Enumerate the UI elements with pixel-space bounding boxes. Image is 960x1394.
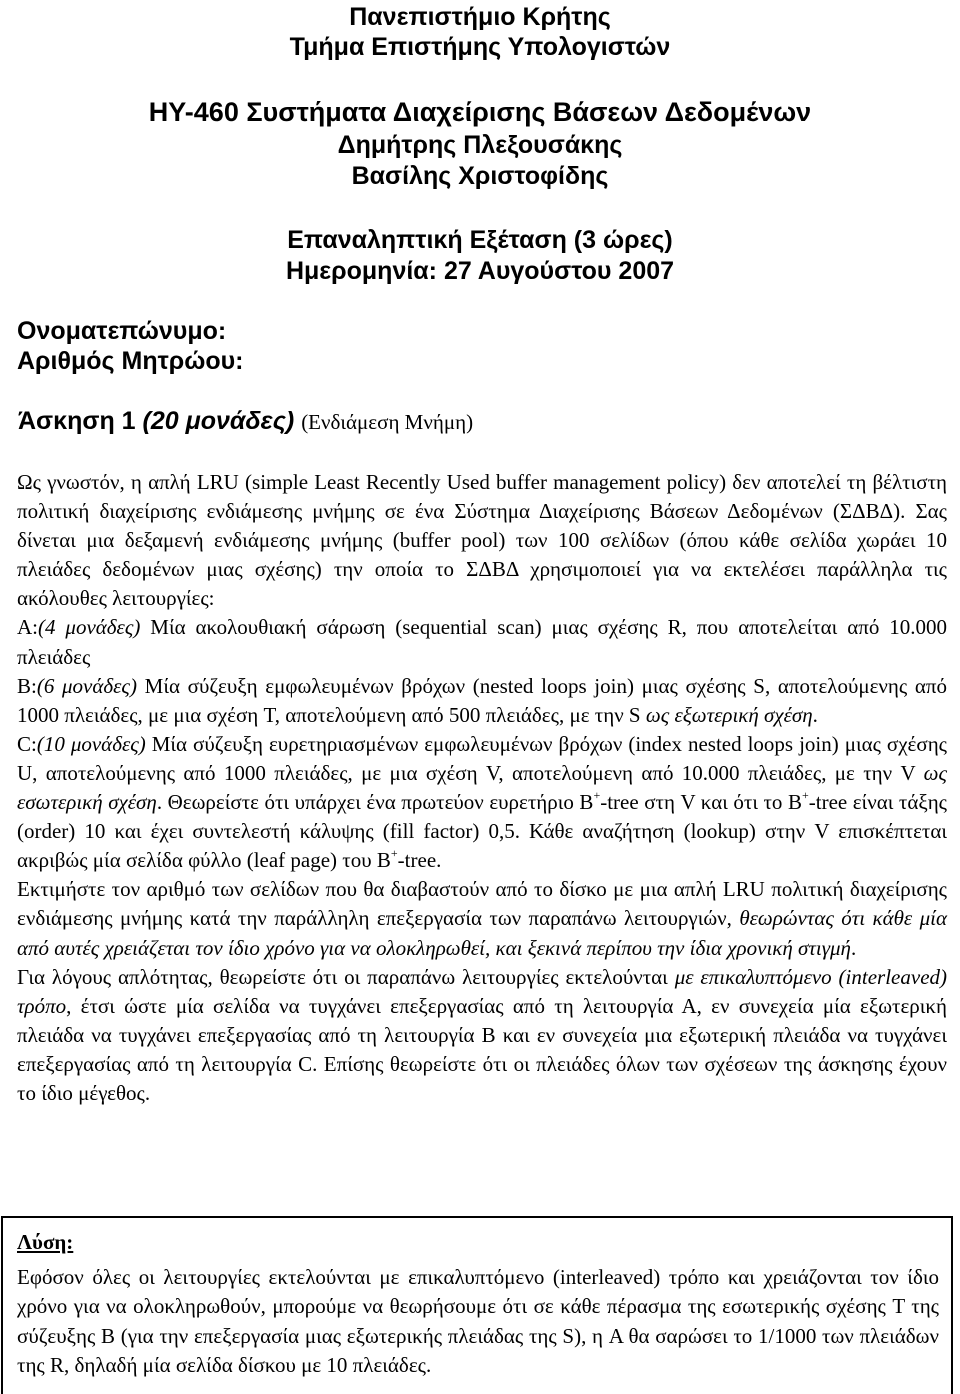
sup-plus-3: +	[390, 846, 398, 861]
solution-text: Εφόσον όλες οι λειτουργίες εκτελούνται με επικαλυπτόμενο (interleaved) τρόπο και χρειάζονται τον ίδιο χρόνο για να ολοκληρωθούν, μπορούμε να θεωρήσουμε ότι σε κάθε πέρασμα της εσωτερικής σχέσης T της σύζευξης B (για την επεξεργασία μιας εξωτερικής πλειάδας της S), η A θα σαρώσει το 1/1000 των πλειάδων της R, δηλαδή μία σελίδα δίσκου με 10 πλειάδες.	[17, 1265, 939, 1377]
intro-paragraph: Ως γνωστόν, η απλή LRU (simple Least Recently Used buffer management policy) δεν αποτελεί τη βέλτιστη πολιτική διαχείρισης ενδιάμεσης μνήμης σε ένα Σύστημα Διαχείρισης Βάσεων Δεδομένων (ΣΔΒΔ). Σας δίνεται μια δεξαμενή ενδιάμεσης μνήμης (buffer pool) των 100 σελίδων (όπου κάθε σελίδα χωράει 10 πλειάδες δεδομένων μιας σχέσης) την οποία το ΣΔΒΔ χρησιμοποιεί για να εκτελέσει παράλληλα τις ακόλουθες λειτουργίες:	[17, 470, 947, 611]
simplicity-text-3: , έτσι ώστε μία σελίδα να τυγχάνει επεξεργασίας από τη λειτουργία Α, εν συνεχεία μία εξωτερική πλειάδα να τυγχάνει επεξεργασίας από τη λειτουργία Β και εν συνεχεία μια εξωτερική πλειάδα να τυγχάνει επεξεργασίας από τη λειτουργία C. Επίσης θεωρείστε ότι οι πλειάδες όλων των σχέσεων της άσκησης έχουν το ίδιο μέγεθος.	[17, 993, 947, 1105]
exam-date: Ημερομηνία: 27 Αυγούστου 2007	[285, 257, 675, 285]
item-a	[17, 613, 947, 671]
exercise-body	[17, 468, 947, 1108]
simplicity-text-2: με επικαλυπτόμενο (interleaved) τρόπο	[17, 964, 948, 1018]
instructor-2: Βασίλης Χριστοφίδης	[351, 162, 609, 190]
item-a-points: (4 μονάδες)	[38, 615, 141, 640]
item-b-outer: ως εξωτερική σχέση	[645, 702, 813, 727]
item-b	[17, 672, 947, 730]
item-c-text-5: -tree.	[397, 848, 442, 873]
item-b-text: Μία σύζευξη εμφωλευμένων βρόχων (nested loops join) μιας σχέσης S, αποτελούμενης από 1000 πλειάδες, με μια σχέση T, αποτελούμενη από 500 πλειάδες, με την S	[17, 673, 947, 727]
solution-box	[1, 1216, 953, 1394]
exercise-points: (20 μονάδες)	[142, 407, 295, 435]
instructor-1: Δημήτρης Πλεξουσάκης	[337, 131, 623, 159]
estimate-text: Εκτιμήστε τον αριθμό των σελίδων που θα διαβαστούν από το δίσκο με μια απλή LRU πολιτική διαχείρισης ενδιάμεσης μνήμης κατά την παράλληλη επεξεργασία των παραπάνω λειτουργιών,	[17, 877, 947, 931]
item-c-text-2: . Θεωρείστε ότι υπάρχει ένα πρωτεύον ευρετήριο B	[156, 790, 594, 815]
department-name: Τμήμα Επιστήμης Υπολογιστών	[289, 33, 671, 61]
university-name: Πανεπιστήμιο Κρήτης	[349, 3, 611, 31]
exercise-topic: (Ενδιάμεση Μνήμη)	[301, 410, 474, 434]
item-b-period: .	[812, 702, 818, 727]
exercise-heading	[18, 406, 473, 437]
student-id-label: Αριθμός Μητρώου:	[17, 347, 244, 375]
exercise-title: Άσκηση 1	[18, 407, 136, 435]
student-name-label: Ονοματεπώνυμο:	[17, 317, 227, 345]
simplicity-text-1: Για λόγους απλότητας, θεωρείστε ότι οι παραπάνω λειτουργίες εκτελούνται	[17, 964, 668, 989]
estimate-assumption: θεωρώντας ότι κάθε μία από αυτές χρειάζεται τον ίδιο χρόνο για να ολοκληρωθεί, και ξεκινά περίπου την ίδια χρονική στιγμή	[17, 906, 948, 960]
sup-plus-1: +	[593, 788, 601, 803]
solution-header: Λύση:	[17, 1230, 74, 1254]
item-c-inner: ως εσωτερική σχέση	[17, 760, 947, 815]
simplicity-paragraph	[17, 963, 947, 1108]
sup-plus-2: +	[801, 788, 809, 803]
item-c	[17, 730, 947, 875]
item-b-points: (6 μονάδες)	[36, 673, 137, 698]
course-title: ΗΥ-460 Συστήματα Διαχείρισης Βάσεων Δεδομένων	[148, 97, 812, 127]
item-a-text: Μία ακολουθιακή σάρωση (sequential scan) μιας σχέσης R, που αποτελείται από 10.000 πλειάδες	[17, 615, 947, 669]
item-c-text-4: -tree είναι τάξης (order) 10 και έχει συντελεστή κάλυψης (fill factor) 0,5. Κάθε αναζήτηση (lookup) στην V επισκέπτεται ακριβώς μία σελίδα φύλλο (leaf page) του B	[17, 790, 947, 873]
item-c-text-3: -tree στη V και ότι το B	[600, 790, 802, 815]
estimate-period: .	[850, 935, 857, 960]
item-a-label: A:	[17, 615, 38, 640]
item-c-text-1: Μία σύζευξη ευρετηριασμένων εμφωλευμένων βρόχων (index nested loops join) μιας σχέσης U, αποτελούμενης από 1000 πλειάδες, με μια σχέση V, αποτελούμενη από 10.000 πλειάδες, με την V	[17, 731, 947, 785]
item-c-label: C:	[17, 731, 37, 756]
exam-title: Επαναληπτική Εξέταση (3 ώρες)	[287, 226, 673, 254]
item-b-label: B:	[17, 673, 37, 698]
item-c-points: (10 μονάδες)	[36, 731, 146, 756]
estimate-paragraph	[17, 875, 947, 962]
